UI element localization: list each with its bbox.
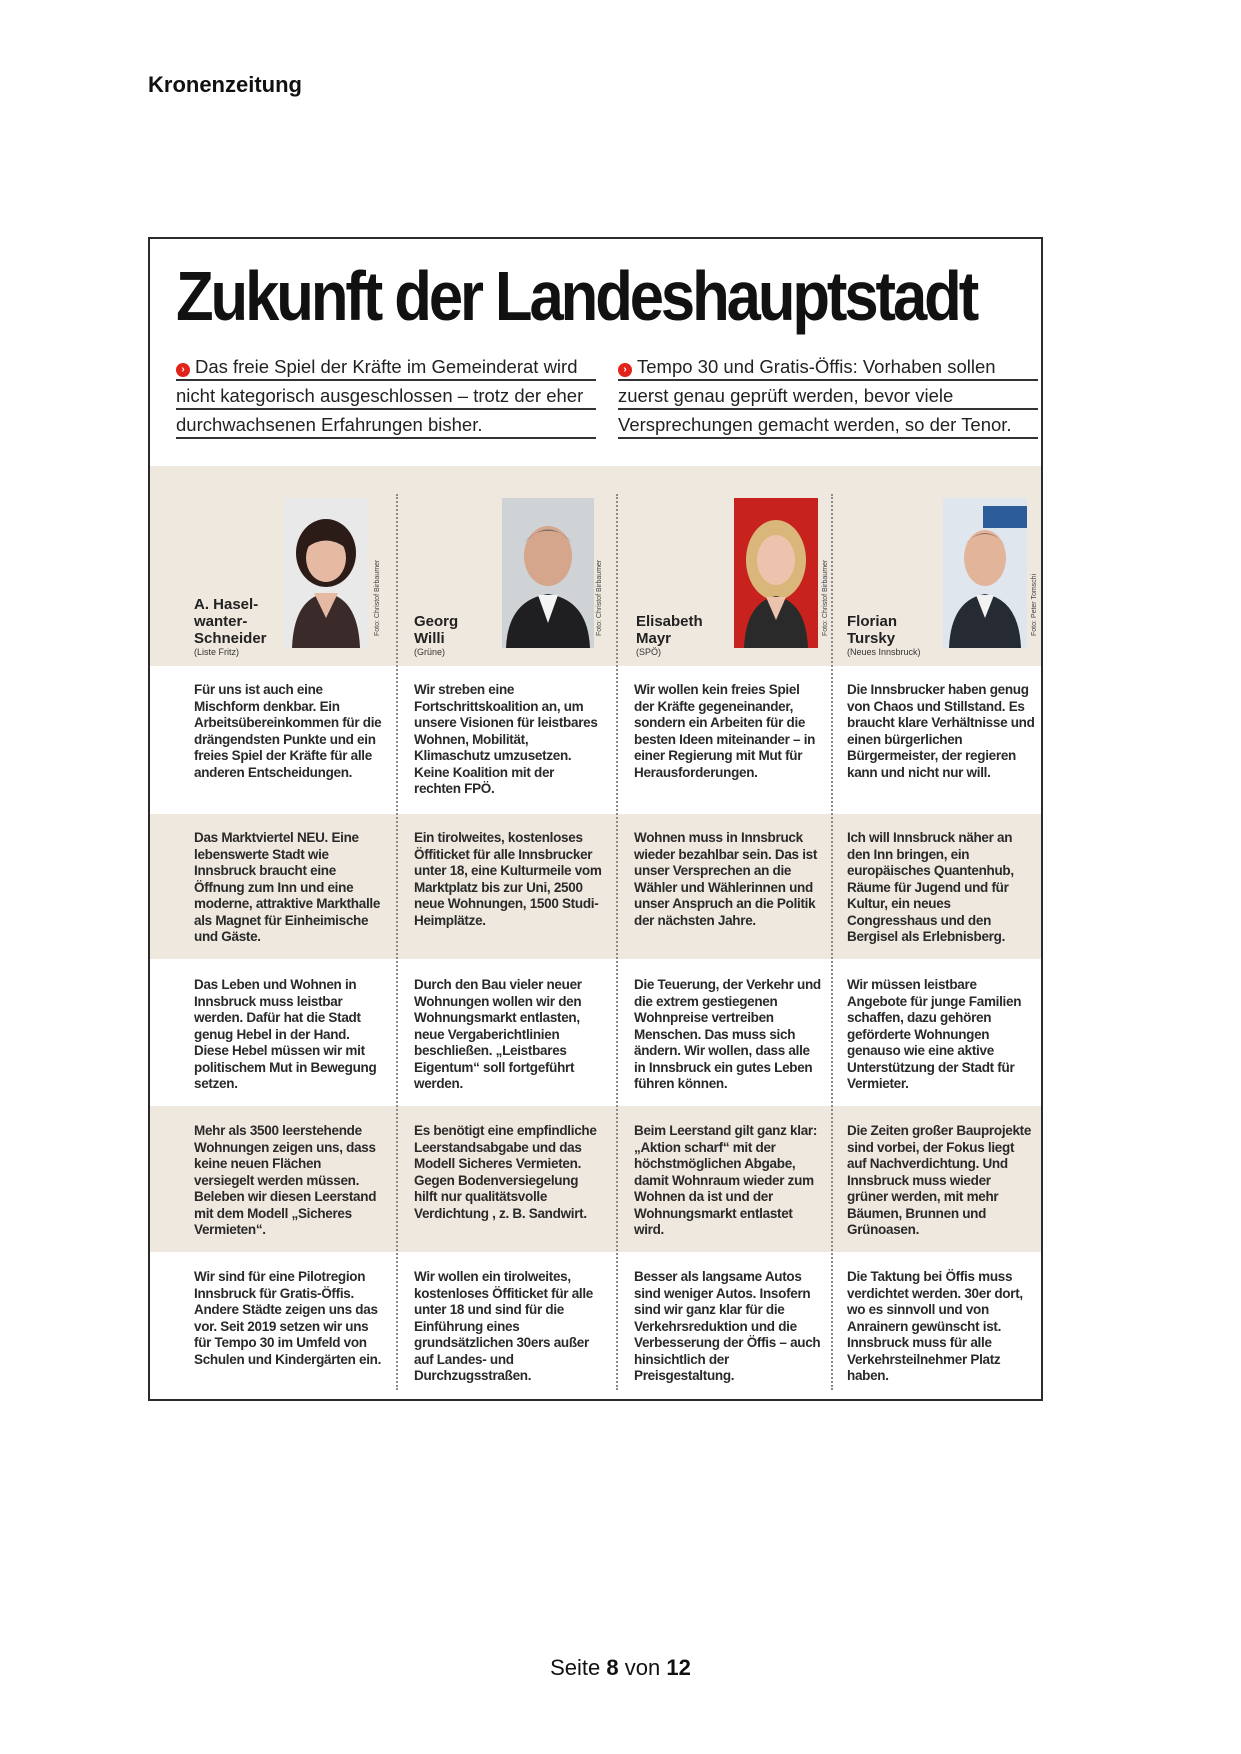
portrait-photo xyxy=(284,498,368,648)
statement-cell: Die Zeiten großer Bauprojekte sind vorbei, der Fokus liegt auf Nachverdichtung. Und Innsbruck muss wieder grüner werden, mit mehr Bäumen, Brunnen und Grünoasen. xyxy=(847,1123,1032,1237)
lead-left-line-3: durchwachsenen Erfahrungen bisher. xyxy=(176,410,596,439)
candidate-header-tursky xyxy=(831,496,1041,666)
article-clipping xyxy=(148,237,1043,1401)
candidate-party: (SPÖ) xyxy=(636,647,662,657)
bullet-arrow-icon: › xyxy=(618,363,632,377)
headline: Zukunft der Landeshauptstadt xyxy=(176,257,977,335)
photo-credit: Foto: Christof Birbaumer xyxy=(596,559,603,636)
statement-cell: Wir wollen ein tirolweites, kostenloses Öffiticket für alle unter 18 und sind für die Einführung eines grundsätzlichen 30ers außer auf Landes- und Durchzugsstraßen. xyxy=(414,1269,594,1383)
photo-credit: Foto: Peter Tomschi xyxy=(1031,573,1038,636)
statement-cell: Die Innsbrucker haben genug von Chaos und Stillstand. Es braucht klare Verhältnisse und einen bürgerlichen Bürgermeister, der regieren kann und nicht nur will. xyxy=(847,682,1035,780)
portrait-photo xyxy=(734,498,818,648)
lead-left-line-1: › Das freie Spiel der Kräfte im Gemeinderat wird xyxy=(176,352,596,381)
candidate-party: (Grüne) xyxy=(414,647,446,657)
lead-right-line-1: › Tempo 30 und Gratis-Öffis: Vorhaben sollen xyxy=(618,352,1038,381)
statement-cell: Ich will Innsbruck näher an den Inn bringen, ein europäisches Quantenhub, Räume für Jugend und für Kultur, ein neues Congresshaus und den Bergisel als Erlebnisberg. xyxy=(847,830,1014,944)
lead-right-line-3: Versprechungen gemacht werden, so der Tenor. xyxy=(618,410,1038,439)
photo-credit: Foto: Christof Birbaumer xyxy=(822,559,829,636)
lead-right xyxy=(618,352,1038,439)
statement-cell: Wir streben eine Fortschrittskoalition an, um unsere Visionen für leistbares Wohnen, Mobilität, Klimaschutz umzusetzen. Keine Koalition mit der rechten FPÖ. xyxy=(414,682,598,796)
portrait-photo xyxy=(502,498,594,648)
candidate-name: Florian Tursky (Neues Innsbruck) xyxy=(847,613,921,657)
candidate-name: Georg Willi (Grüne) xyxy=(414,613,459,657)
statement-cell: Das Marktviertel NEU. Eine lebenswerte Stadt wie Innsbruck braucht eine Öffnung zum Inn und eine moderne, attraktive Markthalle als Magnet für Einheimische und Gäste. xyxy=(194,830,381,944)
statement-cell: Das Leben und Wohnen in Innsbruck muss leistbar werden. Dafür hat die Stadt genug Hebel in der Hand. Diese Hebel müssen wir mit politischem Mut in Bewegung setzen. xyxy=(194,977,377,1091)
statement-cell: Ein tirolweites, kostenloses Öffiticket für alle Innsbrucker unter 18, eine Kulturmeile vom Marktplatz bis zur Uni, 2500 neue Wohnungen, 1500 Studi-Heimplätze. xyxy=(414,830,602,928)
lead-left xyxy=(176,352,596,439)
candidate-party: (Liste Fritz) xyxy=(194,647,239,657)
statement-cell: Durch den Bau vieler neuer Wohnungen wollen wir den Wohnungsmarkt entlasten, neue Vergaberichtlinien beschließen. „Leistbares Eigentum“ soll fortgeführt werden. xyxy=(414,977,582,1091)
statement-cell: Für uns ist auch eine Mischform denkbar. Ein Arbeitsübereinkommen für die drängendsten Punkte und ein freies Spiel der Kräfte für alle anderen Entscheidungen. xyxy=(194,682,382,780)
statement-cell: Es benötigt eine empfindliche Leerstandsabgabe und das Modell Sicheres Vermieten. Gegen Bodenversiegelung hilft nur qualitätsvolle Verdichtung , z. B. Sandwirt. xyxy=(414,1123,597,1221)
statement-cell: Wohnen muss in Innsbruck wieder bezahlbar sein. Das ist unser Versprechen an die Wähler und Wählerinnen und unser Anspruch an die Politik der nächsten Jahre. xyxy=(634,830,818,928)
candidate-name: Elisabeth Mayr (SPÖ) xyxy=(636,613,703,657)
publication-name: Kronenzeitung xyxy=(148,72,302,97)
photo-credit: Foto: Christof Birbaumer xyxy=(374,559,381,636)
candidate-party: (Neues Innsbruck) xyxy=(847,647,921,657)
statement-cell: Die Teuerung, der Verkehr und die extrem gestiegenen Wohnpreise vertreiben Menschen. Das muss sich ändern. Wir wollen, dass alle in Innsbruck ein gutes Leben führen können. xyxy=(634,977,821,1091)
bullet-arrow-icon: › xyxy=(176,363,190,377)
candidate-header-mayr xyxy=(616,496,829,666)
candidate-header-haselwanter xyxy=(176,496,386,666)
lead-left-line-2: nicht kategorisch ausgeschlossen – trotz der eher xyxy=(176,381,596,410)
candidate-header-willi xyxy=(396,496,606,666)
statement-cell: Wir müssen leistbare Angebote für junge Familien schaffen, dazu gehören geförderte Wohnungen genauso wie eine aktive Unterstützung der Stadt für Vermieter. xyxy=(847,977,1022,1091)
statement-cell: Besser als langsame Autos sind weniger Autos. Insofern sind wir ganz klar für die Verkehrsreduktion und die Verbesserung der Öffis – auch hinsichtlich der Preisgestaltung. xyxy=(634,1269,821,1383)
portrait-photo xyxy=(943,498,1027,648)
lead-right-line-2: zuerst genau geprüft werden, bevor viele xyxy=(618,381,1038,410)
statement-cell: Die Taktung bei Öffis muss verdichtet werden. 30er dort, wo es sinnvoll und von Anrainern gewünscht ist. Innsbruck muss für alle Verkehrsteilnehmer Platz haben. xyxy=(847,1269,1023,1383)
page-footer: Seite 8 von 12 xyxy=(550,1655,691,1680)
statement-cell: Beim Leerstand gilt ganz klar: „Aktion scharf“ mit der höchstmöglichen Abgabe, damit Wohnraum wieder zum Wohnen da ist und der Wohnungsmarkt entlastet wird. xyxy=(634,1123,818,1237)
statement-cell: Mehr als 3500 leerstehende Wohnungen zeigen uns, dass keine neuen Flächen versiegelt werden müssen. Beleben wir diesen Leerstand mit dem Modell „Sicheres Vermieten“. xyxy=(194,1123,377,1237)
statement-cell: Wir wollen kein freies Spiel der Kräfte gegeneinander, sondern ein Arbeiten für die besten Ideen miteinander – in einer Regierung mit Mut für Herausforderungen. xyxy=(634,682,816,780)
statement-cell: Wir sind für eine Pilotregion Innsbruck für Gratis-Öffis. Andere Städte zeigen uns das vor. Seit 2019 setzen wir uns für Tempo 30 im Umfeld von Schulen und Kindergärten ein. xyxy=(194,1269,382,1367)
candidate-name: A. Hasel- wanter- Schneider (Liste Fritz) xyxy=(194,596,267,657)
